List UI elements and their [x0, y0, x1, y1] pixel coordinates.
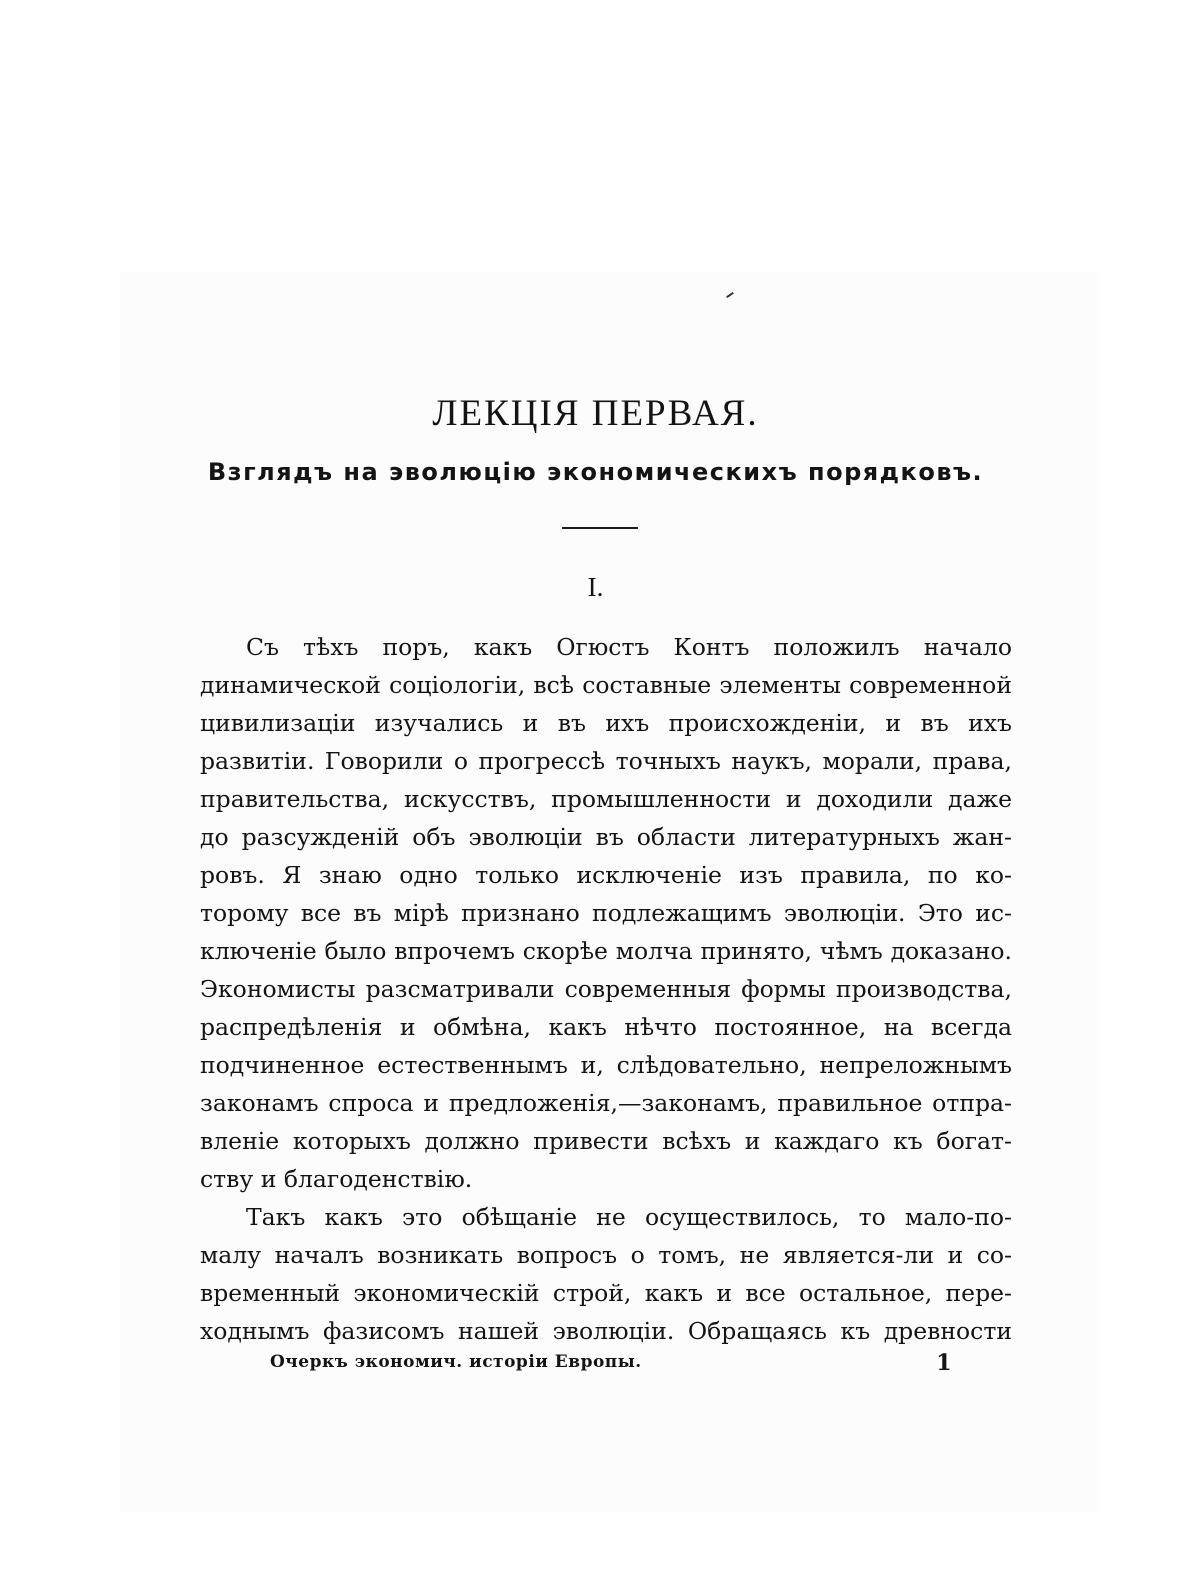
- text-line: развитіи. Говорили о прогрессѣ точныхъ наукъ, морали, права,: [200, 747, 1012, 775]
- text-line: Экономисты разсматривали современныя формы производства,: [200, 975, 1012, 1003]
- paragraph-2: [200, 1198, 1012, 1350]
- text-line: правительства, искусствъ, промышленности и доходили даже: [200, 785, 1012, 813]
- text-line: законамъ спроса и предложенія,—законамъ, правильное отпра-: [200, 1089, 1012, 1117]
- paragraph-1: [200, 628, 1012, 1198]
- title-rule: [562, 527, 638, 529]
- page-number: 1: [936, 1350, 952, 1376]
- text-line: временный экономическій строй, какъ и все остальное, пере-: [200, 1279, 1012, 1307]
- text-line: ключеніе было впрочемъ скорѣе молча принято, чѣмъ доказано.: [200, 937, 1012, 965]
- text-line: подчиненное естественнымъ и, слѣдовательно, непреложнымъ: [200, 1051, 1012, 1079]
- footer-running-title: Очеркъ экономич. исторіи Европы.: [270, 1352, 642, 1372]
- text-line: распредѣленія и обмѣна, какъ нѣчто постоянное, на всегда: [200, 1013, 1012, 1041]
- text-line: ровъ. Я знаю одно только исключеніе изъ правила, по ко-: [200, 861, 1012, 889]
- text-line: ходнымъ фазисомъ нашей эволюціи. Обращаясь къ древности: [200, 1317, 1012, 1345]
- text-line: динамической соціологіи, всѣ составные элементы современной: [200, 671, 1012, 699]
- text-line: Съ тѣхъ поръ, какъ Огюстъ Контъ положилъ начало: [246, 633, 1012, 661]
- text-line: до разсужденій объ эволюціи въ области литературныхъ жан-: [200, 823, 1012, 851]
- text-line: ству и благоденствію.: [200, 1165, 473, 1193]
- text-line: вленіе которыхъ должно привести всѣхъ и каждаго къ богат-: [200, 1127, 1012, 1155]
- body-text: [200, 628, 1012, 1350]
- chapter-subtitle: Взглядъ на эволюцію экономическихъ порядковъ.: [207, 458, 984, 486]
- text-line: малу началъ возникать вопросъ о томъ, не является-ли и со-: [200, 1241, 1012, 1269]
- section-number: I.: [587, 572, 604, 602]
- text-line: Такъ какъ это обѣщаніе не осуществилось, то мало-по-: [246, 1203, 1012, 1231]
- running-footer: [270, 1352, 970, 1382]
- chapter-title: ЛЕКЦІЯ ПЕРВАЯ.: [432, 393, 759, 434]
- text-line: цивилизаціи изучались и въ ихъ происхожденіи, и въ ихъ: [200, 709, 1012, 737]
- text-line: торому все въ мірѣ признано подлежащимъ эволюціи. Это ис-: [200, 899, 1012, 927]
